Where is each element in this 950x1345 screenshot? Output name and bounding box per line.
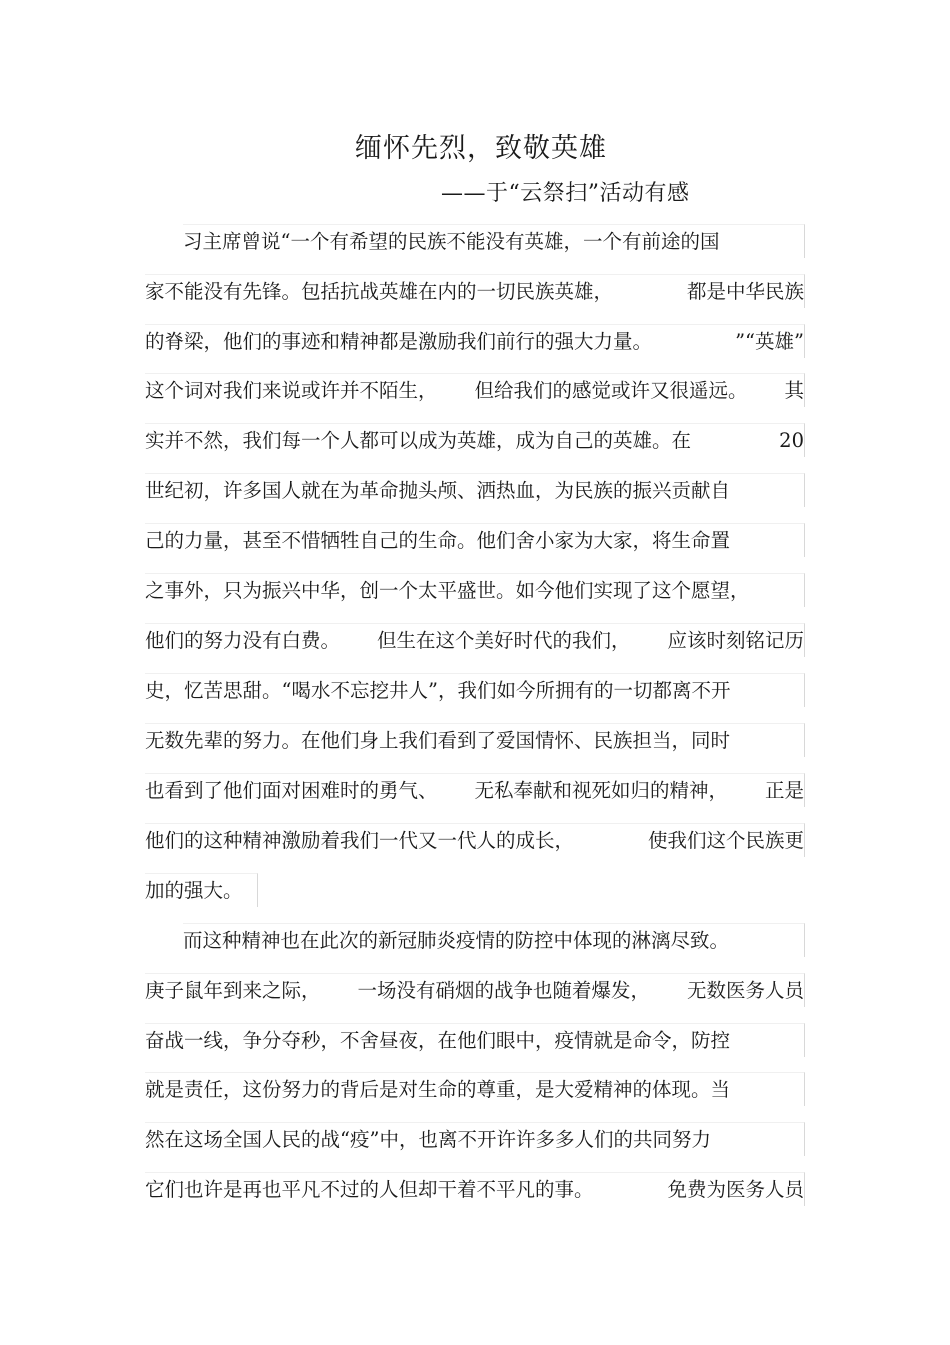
text-line bbox=[183, 224, 805, 258]
text-line bbox=[145, 723, 805, 757]
text-line bbox=[145, 373, 805, 407]
text-segment: 习主席曾说“一个有希望的民族不能没有英雄，一个有前途的国 bbox=[183, 230, 720, 253]
text-line bbox=[145, 1072, 805, 1106]
text-segment: 他们的努力没有白费。 bbox=[145, 629, 341, 652]
text-segment: 奋战一线，争分夺秒，不舍昼夜，在他们眼中，疫情就是命令，防控 bbox=[145, 1029, 731, 1052]
text-segment: 然在这场全国人民的战“疫”中，也离不开许许多多人们的共同努力 bbox=[145, 1128, 711, 1151]
text-line bbox=[145, 1172, 805, 1206]
text-segment: 应该时刻铭记历 bbox=[667, 629, 804, 652]
text-line bbox=[145, 1122, 805, 1156]
text-segment: 一场没有硝烟的战争也随着爆发， bbox=[357, 979, 650, 1002]
text-segment: 家不能没有先锋。包括抗战英雄在内的一切民族英雄， bbox=[145, 280, 614, 303]
text-line bbox=[145, 324, 805, 358]
text-segment: 无数医务人员 bbox=[686, 979, 804, 1002]
text-segment: 无数先辈的努力。在他们身上我们看到了爱国情怀、民族担当，同时 bbox=[145, 729, 731, 752]
text-segment: 己的力量，甚至不惜牺牲自己的生命。他们舍小家为大家，将生命置 bbox=[145, 529, 731, 552]
text-line bbox=[145, 973, 805, 1007]
text-segment: 实并不然，我们每一个人都可以成为英雄，成为自己的英雄。在 bbox=[145, 429, 692, 452]
text-line bbox=[145, 274, 805, 308]
text-segment: 之事外，只为振兴中华，创一个太平盛世。如今他们实现了这个愿望， bbox=[145, 579, 750, 602]
text-segment: 但生在这个美好时代的我们， bbox=[376, 629, 631, 652]
text-line bbox=[145, 573, 805, 607]
text-segment: 庚子鼠年到来之际， bbox=[145, 979, 321, 1002]
text-segment: 他们的这种精神激励着我们一代又一代人的成长， bbox=[145, 829, 575, 852]
text-segment: 就是责任，这份努力的背后是对生命的尊重，是大爱精神的体现。当 bbox=[145, 1078, 731, 1101]
page-title: 缅怀先烈，致敬英雄 bbox=[355, 133, 607, 164]
text-segment: 免费为医务人员 bbox=[667, 1178, 804, 1201]
text-segment: 但给我们的感觉或许又很遥远。 bbox=[474, 379, 748, 402]
text-segment: 加的强大。 bbox=[145, 879, 243, 902]
page-subtitle: ——于“云祭扫”活动有感 bbox=[441, 181, 690, 206]
text-segment: 使我们这个民族更 bbox=[647, 829, 804, 852]
text-line bbox=[145, 673, 805, 707]
text-line bbox=[145, 1023, 805, 1057]
text-line bbox=[183, 923, 805, 957]
text-segment: 也看到了他们面对困难时的勇气、 bbox=[145, 779, 438, 802]
text-line bbox=[145, 523, 805, 557]
text-segment: 其 bbox=[784, 379, 804, 402]
text-segment: ”“英雄” bbox=[735, 330, 804, 353]
text-segment: 都是中华民族 bbox=[686, 280, 804, 303]
text-segment: 正是 bbox=[764, 779, 804, 802]
text-line bbox=[145, 623, 805, 657]
text-line bbox=[145, 423, 805, 457]
text-segment: 史，忆苦思甜。“喝水不忘挖井人”，我们如今所拥有的一切都离不开 bbox=[145, 679, 731, 702]
text-line bbox=[145, 773, 805, 807]
text-segment: 而这种精神也在此次的新冠肺炎疫情的防控中体现的淋漓尽致。 bbox=[183, 929, 730, 952]
text-segment: 无私奉献和视死如归的精神， bbox=[474, 779, 728, 802]
text-segment: 的脊梁，他们的事迹和精神都是激励我们前行的强大力量。 bbox=[145, 330, 653, 353]
text-line bbox=[145, 823, 805, 857]
text-segment: 20 bbox=[779, 429, 804, 452]
text-segment: 世纪初，许多国人就在为革命抛头颅、洒热血，为民族的振兴贡献自 bbox=[145, 479, 731, 502]
text-line bbox=[145, 473, 805, 507]
text-line bbox=[145, 873, 258, 907]
text-segment: 它们也许是再也平凡不过的人但却干着不平凡的事。 bbox=[145, 1178, 594, 1201]
text-segment: 这个词对我们来说或许并不陌生， bbox=[145, 379, 438, 402]
